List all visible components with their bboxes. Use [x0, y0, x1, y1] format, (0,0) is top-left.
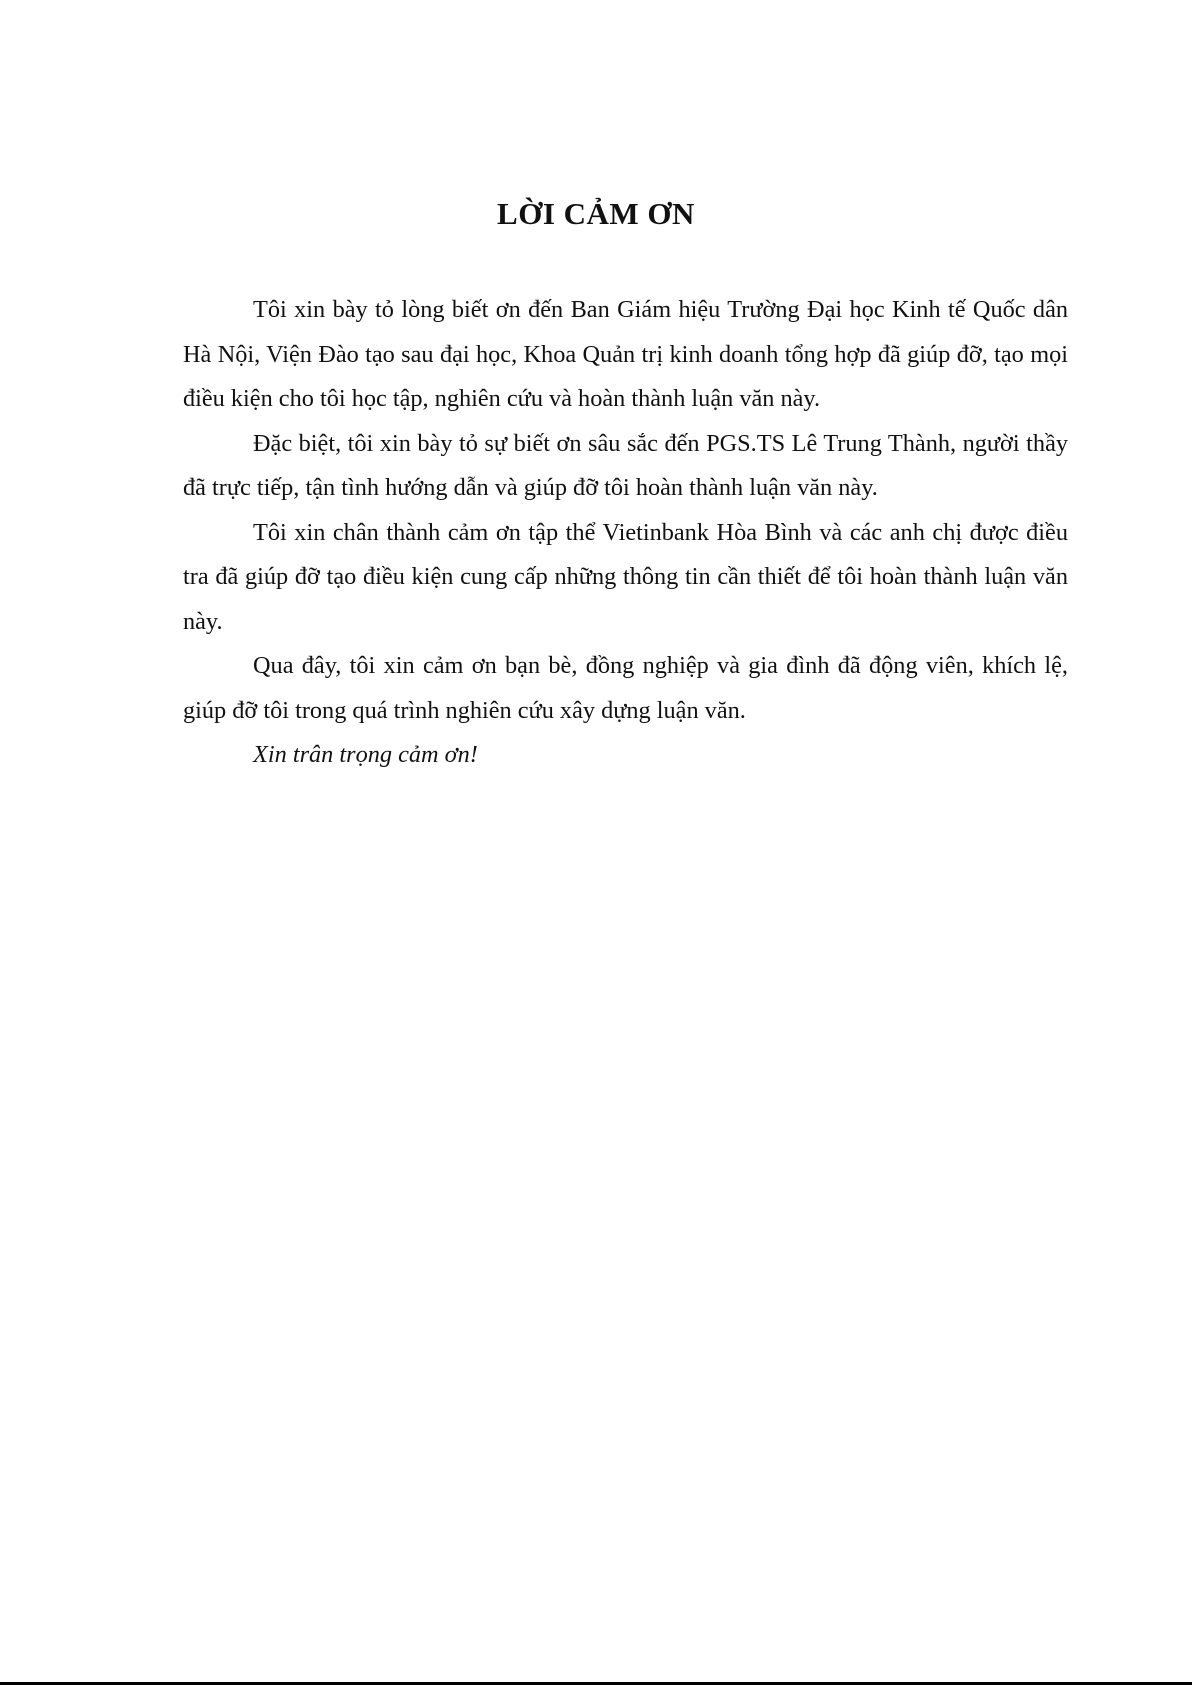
- paragraph-gratitude-supervisor: Đặc biệt, tôi xin bày tỏ sự biết ơn sâu sắc đến PGS.TS Lê Trung Thành, người thầy đã trực tiếp, tận tình hướng dẫn và giúp đỡ tôi hoàn thành luận văn này.: [183, 429, 1068, 501]
- paragraph-gratitude-family: Qua đây, tôi xin cảm ơn bạn bè, đồng nghiệp và gia đình đã động viên, khích lệ, giúp đỡ tôi trong quá trình nghiên cứu xây dựng luận văn.: [183, 652, 1068, 724]
- paragraph-gratitude-university: Tôi xin bày tỏ lòng biết ơn đến Ban Giám hiệu Trường Đại học Kinh tế Quốc dân Hà Nội, Viện Đào tạo sau đại học, Khoa Quản trị kinh doanh tổng hợp đã giúp đỡ, tạo mọi điều kiện cho tôi học tập, nghiên cứu và hoàn thành luận văn này.: [183, 296, 1068, 412]
- paragraph-gratitude-vietinbank: Tôi xin chân thành cảm ơn tập thể Vietinbank Hòa Bình và các anh chị được điều tra đã giúp đỡ tạo điều kiện cung cấp những thông tin cần thiết để tôi hoàn thành luận văn này.: [183, 518, 1068, 635]
- acknowledgement-body: [183, 288, 1068, 778]
- closing-line: Xin trân trọng cảm ơn!: [253, 741, 478, 768]
- page-title: LỜI CẢM ƠN: [497, 196, 695, 231]
